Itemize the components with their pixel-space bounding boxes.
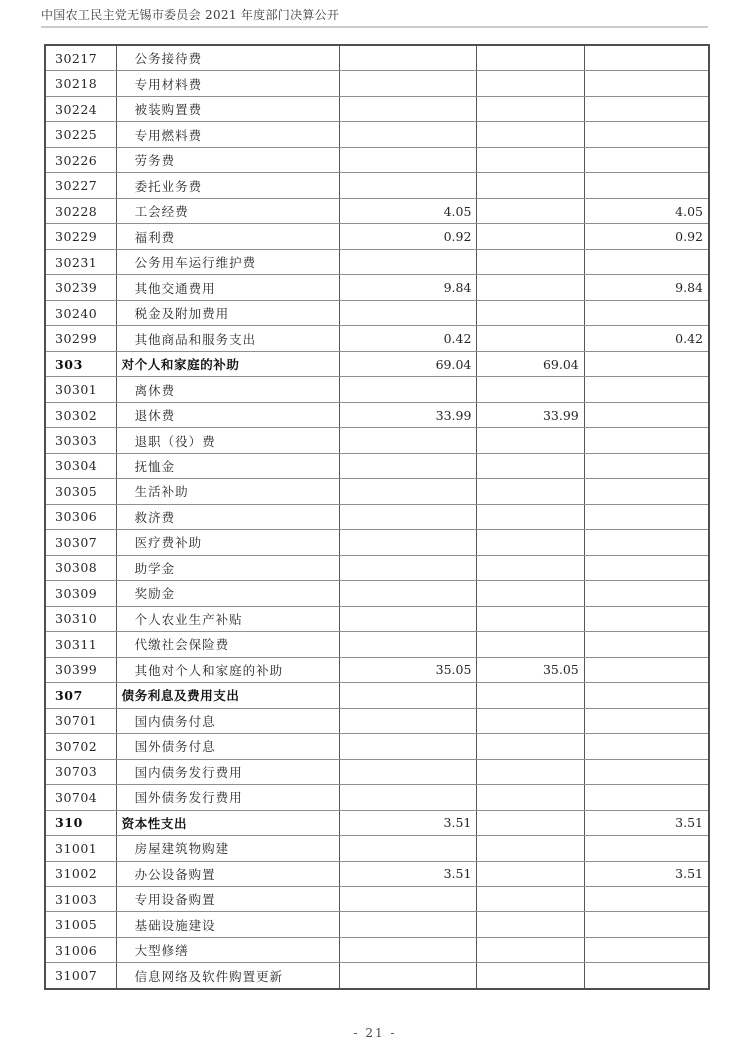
value-cell xyxy=(585,632,708,656)
value-cell: 4.05 xyxy=(340,199,477,223)
table-row xyxy=(46,46,708,71)
value-cell xyxy=(585,760,708,784)
code-cell: 30218 xyxy=(46,71,117,95)
name-cell: 退职（役）费 xyxy=(117,428,341,452)
name-cell: 专用材料费 xyxy=(117,71,341,95)
code-cell: 30702 xyxy=(46,734,117,758)
value-cell xyxy=(585,250,708,274)
code-cell: 303 xyxy=(46,352,117,376)
value-cell: 0.92 xyxy=(675,229,703,245)
value-cell: 3.51 xyxy=(675,815,703,831)
value-cell xyxy=(477,275,584,299)
table-row xyxy=(46,658,708,683)
value-cell xyxy=(585,556,708,580)
value-cell xyxy=(585,785,708,809)
budget-table xyxy=(44,44,710,990)
table-row xyxy=(46,836,708,861)
code-cell: 30217 xyxy=(46,46,117,70)
name-cell: 信息网络及软件购置更新 xyxy=(117,963,341,987)
table-row xyxy=(46,963,708,987)
value-cell xyxy=(477,530,584,554)
value-cell xyxy=(477,479,584,503)
value-cell: 9.84 xyxy=(340,275,477,299)
value-cell xyxy=(477,71,584,95)
table-row xyxy=(46,479,708,504)
name-cell: 救济费 xyxy=(117,505,341,529)
value-cell xyxy=(477,173,584,197)
name-cell: 国内债务发行费用 xyxy=(117,760,341,784)
value-cell xyxy=(340,46,477,70)
value-cell xyxy=(585,912,708,936)
code-cell: 30239 xyxy=(46,275,117,299)
value-cell xyxy=(585,479,708,503)
code-cell: 30301 xyxy=(46,377,117,401)
value-cell: 3.51 xyxy=(675,866,703,882)
value-cell xyxy=(477,122,584,146)
table-row xyxy=(46,250,708,275)
name-cell: 助学金 xyxy=(117,556,341,580)
value-cell: 35.05 xyxy=(340,658,477,682)
value-cell xyxy=(477,97,584,121)
value-cell xyxy=(585,963,708,987)
table-row xyxy=(46,683,708,708)
value-cell xyxy=(477,938,584,962)
value-cell xyxy=(340,530,477,554)
table-row xyxy=(46,912,708,937)
value-cell xyxy=(477,811,584,835)
value-cell xyxy=(585,734,708,758)
value-cell xyxy=(585,887,708,911)
value-cell xyxy=(585,46,708,70)
name-cell: 办公设备购置 xyxy=(117,862,341,886)
name-cell: 个人农业生产补贴 xyxy=(117,607,341,631)
value-cell xyxy=(477,326,584,350)
table-row xyxy=(46,428,708,453)
value-cell xyxy=(340,709,477,733)
table-row xyxy=(46,301,708,326)
value-cell: 0.42 xyxy=(340,326,477,350)
code-cell: 30302 xyxy=(46,403,117,427)
value-cell xyxy=(585,148,708,172)
value-cell xyxy=(477,836,584,860)
table-row xyxy=(46,173,708,198)
value-cell xyxy=(585,530,708,554)
value-cell xyxy=(340,607,477,631)
value-cell xyxy=(477,505,584,529)
table-row xyxy=(46,811,708,836)
name-cell: 专用设备购置 xyxy=(117,887,341,911)
name-cell: 税金及附加费用 xyxy=(117,301,341,325)
value-cell: 69.04 xyxy=(340,352,477,376)
table-row xyxy=(46,148,708,173)
name-cell: 其他对个人和家庭的补助 xyxy=(117,658,341,682)
code-cell: 307 xyxy=(46,683,117,707)
table-row xyxy=(46,377,708,402)
value-cell xyxy=(477,199,584,223)
value-cell xyxy=(340,912,477,936)
name-cell: 公务接待费 xyxy=(117,46,341,70)
name-cell: 被装购置费 xyxy=(117,97,341,121)
name-cell: 对个人和家庭的补助 xyxy=(117,352,341,376)
value-cell xyxy=(340,734,477,758)
table-row xyxy=(46,199,708,224)
code-cell: 30304 xyxy=(46,454,117,478)
value-cell xyxy=(340,887,477,911)
code-cell: 30225 xyxy=(46,122,117,146)
table-row xyxy=(46,862,708,887)
code-cell: 30306 xyxy=(46,505,117,529)
code-cell: 30311 xyxy=(46,632,117,656)
value-cell xyxy=(585,709,708,733)
table-row xyxy=(46,709,708,734)
value-cell xyxy=(340,148,477,172)
table-row xyxy=(46,607,708,632)
value-cell: 35.05 xyxy=(477,658,584,682)
value-cell xyxy=(340,71,477,95)
code-cell: 30305 xyxy=(46,479,117,503)
value-cell xyxy=(477,709,584,733)
name-cell: 退休费 xyxy=(117,403,341,427)
value-cell xyxy=(340,683,477,707)
value-cell xyxy=(585,428,708,452)
name-cell: 奖励金 xyxy=(117,581,341,605)
value-cell: 69.04 xyxy=(477,352,584,376)
code-cell: 30226 xyxy=(46,148,117,172)
code-cell: 30310 xyxy=(46,607,117,631)
code-cell: 30231 xyxy=(46,250,117,274)
table-row xyxy=(46,505,708,530)
value-cell xyxy=(340,250,477,274)
value-cell xyxy=(477,250,584,274)
code-cell: 30309 xyxy=(46,581,117,605)
value-cell xyxy=(477,734,584,758)
value-cell xyxy=(340,122,477,146)
table-row xyxy=(46,326,708,351)
value-cell xyxy=(477,46,584,70)
name-cell: 其他商品和服务支出 xyxy=(117,326,341,350)
value-cell xyxy=(340,938,477,962)
value-cell xyxy=(477,377,584,401)
name-cell: 代缴社会保险费 xyxy=(117,632,341,656)
name-cell: 大型修缮 xyxy=(117,938,341,962)
value-cell xyxy=(585,97,708,121)
value-cell xyxy=(340,556,477,580)
value-cell xyxy=(585,836,708,860)
name-cell: 国外债务付息 xyxy=(117,734,341,758)
table-row xyxy=(46,403,708,428)
value-cell xyxy=(585,71,708,95)
page-footer xyxy=(0,1026,750,1040)
name-cell: 其他交通费用 xyxy=(117,275,341,299)
value-cell xyxy=(340,836,477,860)
value-cell xyxy=(340,632,477,656)
value-cell xyxy=(585,505,708,529)
code-cell: 30240 xyxy=(46,301,117,325)
value-cell: 33.99 xyxy=(477,403,584,427)
name-cell: 国内债务付息 xyxy=(117,709,341,733)
value-cell xyxy=(585,122,708,146)
value-cell xyxy=(477,607,584,631)
value-cell xyxy=(477,148,584,172)
value-cell xyxy=(340,785,477,809)
value-cell xyxy=(477,224,584,248)
table-row xyxy=(46,785,708,810)
value-cell xyxy=(340,760,477,784)
name-cell: 生活补助 xyxy=(117,479,341,503)
value-cell xyxy=(585,658,708,682)
name-cell: 离休费 xyxy=(117,377,341,401)
name-cell: 资本性支出 xyxy=(117,811,341,835)
table-row xyxy=(46,352,708,377)
name-cell: 国外债务发行费用 xyxy=(117,785,341,809)
value-cell: 33.99 xyxy=(340,403,477,427)
table-row xyxy=(46,760,708,785)
table-row xyxy=(46,556,708,581)
value-cell xyxy=(340,97,477,121)
value-cell xyxy=(585,173,708,197)
header-divider xyxy=(41,26,708,28)
table-row xyxy=(46,97,708,122)
value-cell xyxy=(477,301,584,325)
page-number: - 21 - xyxy=(353,1026,397,1040)
table-row xyxy=(46,581,708,606)
name-cell: 债务利息及费用支出 xyxy=(117,683,341,707)
code-cell: 30307 xyxy=(46,530,117,554)
code-cell: 31007 xyxy=(46,963,117,987)
table-row xyxy=(46,734,708,759)
value-cell xyxy=(585,301,708,325)
value-cell xyxy=(340,301,477,325)
code-cell: 30704 xyxy=(46,785,117,809)
value-cell xyxy=(585,683,708,707)
code-cell: 31003 xyxy=(46,887,117,911)
code-cell: 31002 xyxy=(46,862,117,886)
value-cell xyxy=(477,862,584,886)
value-cell xyxy=(585,581,708,605)
value-cell xyxy=(477,963,584,987)
value-cell: 0.42 xyxy=(675,331,703,347)
table-row xyxy=(46,224,708,249)
value-cell xyxy=(477,683,584,707)
code-cell: 30299 xyxy=(46,326,117,350)
table-row xyxy=(46,938,708,963)
table-row xyxy=(46,454,708,479)
value-cell xyxy=(477,760,584,784)
value-cell xyxy=(340,581,477,605)
name-cell: 公务用车运行维护费 xyxy=(117,250,341,274)
table-row xyxy=(46,887,708,912)
table-row xyxy=(46,530,708,555)
code-cell: 310 xyxy=(46,811,117,835)
value-cell xyxy=(340,377,477,401)
name-cell: 福利费 xyxy=(117,224,341,248)
table-row xyxy=(46,275,708,300)
value-cell xyxy=(340,963,477,987)
code-cell: 31006 xyxy=(46,938,117,962)
value-cell xyxy=(477,556,584,580)
value-cell xyxy=(477,428,584,452)
value-cell: 9.84 xyxy=(675,280,703,296)
value-cell xyxy=(340,173,477,197)
value-cell xyxy=(585,938,708,962)
value-cell xyxy=(340,479,477,503)
document-header xyxy=(41,6,339,23)
code-cell: 30701 xyxy=(46,709,117,733)
code-cell: 30228 xyxy=(46,199,117,223)
name-cell: 专用燃料费 xyxy=(117,122,341,146)
value-cell xyxy=(585,607,708,631)
value-cell xyxy=(585,454,708,478)
name-cell: 房屋建筑物购建 xyxy=(117,836,341,860)
code-cell: 30224 xyxy=(46,97,117,121)
code-cell: 31005 xyxy=(46,912,117,936)
name-cell: 医疗费补助 xyxy=(117,530,341,554)
value-cell xyxy=(585,403,708,427)
value-cell xyxy=(477,632,584,656)
value-cell xyxy=(340,505,477,529)
name-cell: 抚恤金 xyxy=(117,454,341,478)
value-cell: 3.51 xyxy=(340,811,477,835)
code-cell: 30303 xyxy=(46,428,117,452)
code-cell: 31001 xyxy=(46,836,117,860)
value-cell: 3.51 xyxy=(340,862,477,886)
table-row xyxy=(46,71,708,96)
code-cell: 30703 xyxy=(46,760,117,784)
value-cell xyxy=(477,785,584,809)
name-cell: 委托业务费 xyxy=(117,173,341,197)
name-cell: 劳务费 xyxy=(117,148,341,172)
value-cell xyxy=(340,428,477,452)
name-cell: 工会经费 xyxy=(117,199,341,223)
value-cell xyxy=(477,581,584,605)
code-cell: 30308 xyxy=(46,556,117,580)
value-cell: 0.92 xyxy=(340,224,477,248)
value-cell: 4.05 xyxy=(675,203,703,219)
value-cell xyxy=(585,352,708,376)
code-cell: 30229 xyxy=(46,224,117,248)
code-cell: 30399 xyxy=(46,658,117,682)
table-row xyxy=(46,122,708,147)
value-cell xyxy=(477,912,584,936)
code-cell: 30227 xyxy=(46,173,117,197)
value-cell xyxy=(585,377,708,401)
document-title: 中国农工民主党无锡市委员会 2021 年度部门决算公开 xyxy=(41,8,340,22)
table-row xyxy=(46,632,708,657)
value-cell xyxy=(477,887,584,911)
value-cell xyxy=(340,454,477,478)
name-cell: 基础设施建设 xyxy=(117,912,341,936)
value-cell xyxy=(477,454,584,478)
